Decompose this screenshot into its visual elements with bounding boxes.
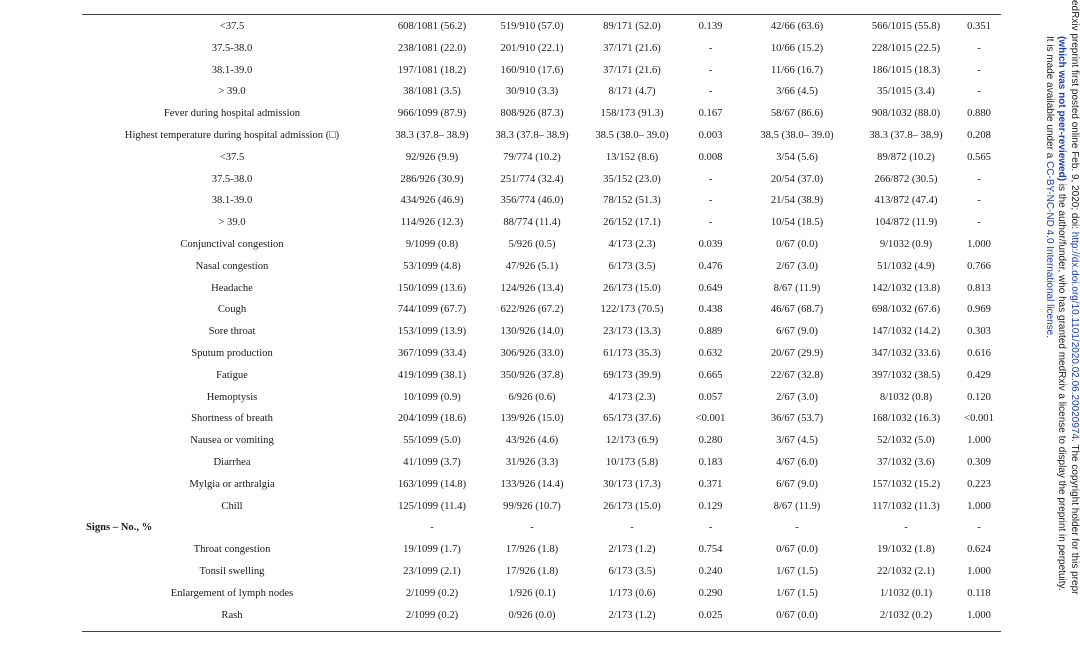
table-cell: 0.139: [698, 21, 723, 32]
table-row: [82, 408, 1001, 430]
table-cell: 566/1015 (55.8): [871, 21, 941, 32]
table-cell: 6/67 (9.0): [776, 326, 818, 338]
table-cell: 0.057: [698, 391, 723, 403]
table-row: [82, 299, 1001, 321]
table-cell: 2/173 (1.2): [608, 544, 656, 556]
table-row: [82, 474, 1001, 496]
table-cell: 38.3 (37.8– 38.9): [869, 129, 943, 141]
table-cell: 0.303: [967, 326, 991, 338]
row-label: Diarrhea: [213, 456, 251, 468]
table-cell: 908/1032 (88.0): [871, 108, 941, 120]
table-cell: 47/926 (5.1): [505, 260, 559, 272]
table-cell: 104/872 (11.9): [874, 217, 938, 229]
table-cell: 0.766: [967, 260, 991, 272]
notice-text: It is made available under a: [1044, 36, 1055, 162]
row-label: Fever during hospital admission: [163, 108, 301, 120]
notice-text: . The copyright holder for this prepr: [1069, 439, 1080, 595]
table-cell: 1.000: [967, 565, 991, 577]
table-bottom-rule: [82, 631, 1001, 632]
table-cell: 0.565: [967, 151, 991, 163]
table-cell: 88/774 (11.4): [503, 217, 561, 229]
table-row: [82, 16, 1001, 38]
table-cell: 130/926 (14.0): [500, 326, 564, 338]
preprint-notice: [1030, 0, 1080, 658]
notice-text: .: [1044, 335, 1055, 339]
table-cell: -: [708, 217, 713, 229]
table-cell: 356/774 (46.0): [500, 195, 564, 207]
table-row: [82, 321, 1001, 343]
table-cell: 79/774 (10.2): [503, 151, 561, 163]
table-cell: 238/1081 (22.0): [397, 42, 467, 54]
table-cell: 201/910 (22.1): [500, 42, 564, 54]
peer-review-note: (which was not peer-reviewed): [1056, 36, 1068, 182]
table-cell: 1.000: [967, 238, 991, 250]
table-cell: -: [708, 86, 713, 98]
table-cell: 12/173 (6.9): [605, 435, 659, 447]
table-cell: -: [977, 64, 981, 76]
table-cell: 0/926 (0.0): [508, 609, 556, 621]
table-cell: 0/67 (0.0): [776, 544, 818, 556]
table-cell: 1.000: [967, 609, 991, 621]
table-cell: 4/173 (2.3): [608, 391, 656, 403]
table-cell: 4/67 (6.0): [776, 456, 818, 468]
table-cell: 0/67 (0.0): [776, 609, 818, 621]
table-cell: 1/173 (0.6): [608, 587, 656, 599]
table-cell: 3/67 (4.5): [776, 435, 818, 447]
table-cell: 26/173 (15.0): [603, 282, 661, 294]
table-cell: 6/173 (3.5): [608, 565, 656, 577]
table-cell: 0.167: [698, 108, 723, 120]
table-cell: 41/1099 (3.7): [403, 456, 461, 468]
notice-text: is the author/funder, who has granted medRxiv a license to display the preprint in perpetuity.: [1056, 181, 1068, 591]
table-cell: 0.889: [698, 326, 723, 338]
table-cell: 197/1081 (18.2): [397, 64, 467, 76]
table-cell: 0.632: [698, 347, 723, 359]
table-cell: 10/1099 (0.9): [403, 391, 461, 403]
row-label: Rash: [221, 609, 243, 621]
table-cell: 92/926 (9.9): [405, 151, 459, 163]
table-cell: 168/1032 (16.3): [871, 413, 941, 425]
table-cell: 142/1032 (13.8): [871, 282, 941, 294]
table-row: [82, 561, 1001, 583]
table-cell: 204/1099 (18.6): [397, 413, 467, 425]
table-cell: -: [795, 522, 799, 534]
table-cell: 186/1015 (18.3): [871, 64, 941, 76]
table-cell: 53/1099 (4.8): [403, 260, 461, 272]
table-cell: 17/926 (1.8): [505, 544, 559, 556]
table-cell: 11/66 (16.7): [771, 64, 823, 76]
row-label: Sore throat: [208, 326, 256, 338]
table-cell: 1/67 (1.5): [776, 587, 818, 599]
table-cell: 89/171 (52.0): [603, 21, 661, 32]
table-cell: -: [430, 522, 434, 534]
table-row: [82, 496, 1001, 518]
table-cell: 0.240: [698, 565, 723, 577]
table-cell: 434/926 (46.9): [400, 195, 464, 207]
row-label: Enlargement of lymph nodes: [170, 587, 294, 599]
row-label: Fatigue: [216, 369, 248, 381]
table-cell: 37/171 (21.6): [603, 42, 661, 54]
table-row: [82, 278, 1001, 300]
table-cell: 0.280: [698, 435, 723, 447]
row-label: 38.1-39.0: [211, 64, 253, 76]
table-cell: 0.309: [967, 456, 991, 468]
table-cell: 38.5 (38.0– 39.0): [760, 129, 834, 141]
table-cell: 2/1099 (0.2): [405, 587, 459, 599]
table-cell: 0.624: [967, 544, 991, 556]
table-cell: 0.616: [967, 347, 991, 359]
table-cell: 0.223: [967, 478, 991, 490]
table-cell: -: [530, 522, 534, 534]
table-cell: 251/774 (32.4): [500, 173, 564, 185]
table-cell: -: [977, 173, 981, 185]
table-cell: 37/1032 (3.6): [877, 456, 935, 468]
doi-link[interactable]: http://dx.doi.org/10.1101/2020.02.06.20020974: [1069, 231, 1080, 440]
notice-line-1: [1068, 0, 1080, 658]
table-cell: <0.001: [964, 413, 994, 425]
table-cell: 147/1032 (14.2): [871, 326, 941, 338]
table-cell: 8/67 (11.9): [773, 500, 821, 512]
table-cell: 1/1032 (0.1): [879, 587, 933, 599]
table-cell: 350/926 (37.8): [500, 369, 564, 381]
table-cell: 61/173 (35.3): [603, 347, 661, 359]
table-cell: -: [708, 173, 713, 185]
table-cell: 0.290: [698, 587, 723, 599]
table-cell: 0.880: [967, 108, 991, 120]
table-cell: 150/1099 (13.6): [397, 282, 467, 294]
table-cell: 58/67 (86.6): [770, 108, 824, 120]
row-label: Hemoptysis: [206, 391, 258, 403]
row-label: Signs – No., %: [86, 522, 153, 534]
table-cell: 17/926 (1.8): [505, 565, 559, 577]
table-cell: 3/66 (4.5): [776, 86, 818, 98]
table-cell: -: [977, 86, 981, 98]
table-cell: 0.003: [698, 129, 723, 141]
row-label: 37.5-38.0: [211, 42, 253, 54]
table-cell: 0.008: [698, 151, 723, 163]
table-cell: 153/1099 (13.9): [397, 326, 467, 338]
table-cell: 26/152 (17.1): [603, 217, 661, 229]
table-cell: 46/67 (68.7): [770, 304, 824, 316]
table-cell: 20/67 (29.9): [770, 347, 824, 359]
table-cell: 419/1099 (38.1): [397, 369, 467, 381]
notice-line-2: [1055, 0, 1068, 658]
table-cell: 808/926 (87.3): [500, 108, 564, 120]
table-row: [82, 430, 1001, 452]
table-cell: 69/173 (39.9): [603, 369, 661, 381]
table-row: [82, 343, 1001, 365]
table-cell: -: [708, 195, 713, 207]
table-cell: 114/926 (12.3): [400, 217, 464, 229]
table-cell: 38.3 (37.8– 38.9): [395, 129, 469, 141]
table-row: [82, 365, 1001, 387]
table-row: [82, 452, 1001, 474]
table-cell: 89/872 (10.2): [877, 151, 935, 163]
row-label: Chill: [221, 500, 243, 512]
table-cell: 65/173 (37.6): [603, 413, 661, 425]
table-row: [82, 60, 1001, 82]
table-row: [82, 169, 1001, 191]
table-cell: 20/54 (37.0): [770, 173, 824, 185]
table-cell: 1.000: [967, 500, 991, 512]
table-row: [82, 583, 1001, 605]
table-row: [82, 539, 1001, 561]
table-cell: <0.001: [695, 413, 726, 425]
table-cell: 42/66 (63.6): [770, 21, 824, 32]
table-row: [82, 125, 1001, 147]
table-cell: 124/926 (13.4): [500, 282, 564, 294]
table-cell: 117/1032 (11.3): [872, 500, 940, 512]
table-cell: 9/1032 (0.9): [879, 238, 933, 250]
table-cell: 0.120: [967, 391, 991, 403]
table-cell: 698/1032 (67.6): [871, 304, 941, 316]
table-cell: 55/1099 (5.0): [403, 435, 461, 447]
table-cell: -: [904, 522, 908, 534]
table-cell: -: [708, 42, 713, 54]
table-cell: 38.3 (37.8– 38.9): [495, 129, 569, 141]
row-label: Conjunctival congestion: [180, 238, 284, 250]
table-cell: 0.665: [698, 369, 723, 381]
table-cell: -: [977, 522, 981, 534]
table-cell: 38/1081 (3.5): [403, 86, 461, 98]
table-cell: 31/926 (3.3): [505, 456, 559, 468]
table-cell: 0.039: [698, 238, 723, 250]
table-cell: 35/152 (23.0): [603, 173, 661, 185]
table-cell: 22/1032 (2.1): [877, 565, 935, 577]
notice-text: edRxiv preprint first posted online Feb. 9, 2020; doi:: [1069, 0, 1080, 232]
row-label: Shortness of breath: [191, 413, 273, 425]
table-cell: 1.000: [967, 435, 991, 447]
table-cell: 4/173 (2.3): [608, 238, 656, 250]
table-cell: 51/1032 (4.9): [877, 260, 935, 272]
license-link[interactable]: CC-BY-NC-ND 4.0 International license: [1044, 161, 1055, 336]
table-cell: 0.969: [967, 304, 991, 316]
table-cell: 413/872 (47.4): [874, 195, 938, 207]
table-cell: 160/910 (17.6): [500, 64, 564, 76]
table-cell: 38.5 (38.0– 39.0): [595, 129, 669, 141]
table-cell: -: [630, 522, 634, 534]
table-top-rule: [82, 14, 1001, 15]
table-cell: 43/926 (4.6): [505, 435, 559, 447]
row-label: Mylgia or arthralgia: [189, 478, 275, 490]
table-cell: 397/1032 (38.5): [871, 369, 941, 381]
table-cell: 78/152 (51.3): [603, 195, 661, 207]
section-header-row: [82, 517, 1001, 539]
table-cell: 5/926 (0.5): [508, 238, 556, 250]
table-cell: 35/1015 (3.4): [877, 86, 935, 98]
table-cell: 286/926 (30.9): [400, 173, 464, 185]
table-cell: 6/926 (0.6): [508, 391, 556, 403]
table-cell: 2/173 (1.2): [608, 609, 656, 621]
table-cell: 0.813: [967, 282, 991, 294]
table-cell: 2/67 (3.0): [776, 391, 818, 403]
table-cell: 6/173 (3.5): [608, 260, 656, 272]
table-cell: 30/173 (17.3): [603, 478, 661, 490]
table-cell: 1/67 (1.5): [776, 565, 818, 577]
table-cell: 622/926 (67.2): [500, 304, 564, 316]
table-cell: -: [708, 64, 713, 76]
table-cell: 23/173 (13.3): [603, 326, 661, 338]
table-cell: 608/1081 (56.2): [397, 21, 467, 32]
table-cell: 306/926 (33.0): [500, 347, 564, 359]
table-cell: 367/1099 (33.4): [397, 347, 467, 359]
table-row: [82, 387, 1001, 409]
table-row: [82, 212, 1001, 234]
row-label: Tonsil swelling: [199, 565, 265, 577]
table-cell: 266/872 (30.5): [874, 173, 938, 185]
table-cell: -: [977, 42, 981, 54]
row-label: > 39.0: [218, 86, 246, 98]
table-cell: 0.649: [698, 282, 723, 294]
table-cell: 139/926 (15.0): [500, 413, 564, 425]
table-cell: 0.429: [967, 369, 991, 381]
table-cell: 21/54 (38.9): [770, 195, 824, 207]
table-cell: 0.476: [698, 260, 723, 272]
table-cell: 8/171 (4.7): [608, 86, 656, 98]
table-cell: 125/1099 (11.4): [398, 500, 466, 512]
row-label: Throat congestion: [193, 544, 271, 556]
table-row: [82, 234, 1001, 256]
table-cell: 122/173 (70.5): [600, 304, 664, 316]
row-label: > 39.0: [218, 217, 246, 229]
table-cell: 228/1015 (22.5): [871, 42, 941, 54]
row-label: Cough: [217, 304, 247, 316]
table-cell: 163/1099 (14.8): [397, 478, 467, 490]
table-cell: 30/910 (3.3): [505, 86, 559, 98]
table-cell: 2/1032 (0.2): [879, 609, 933, 621]
table-cell: -: [977, 195, 981, 207]
table-cell: 19/1032 (1.8): [877, 544, 935, 556]
row-label: Nasal congestion: [195, 260, 269, 272]
table-row: [82, 81, 1001, 103]
row-label: Sputum production: [191, 347, 273, 359]
table-cell: 158/173 (91.3): [600, 108, 664, 120]
table-cell: 347/1032 (33.6): [871, 347, 941, 359]
table-row: [82, 605, 1001, 627]
notice-line-3: [1043, 0, 1056, 658]
table-cell: 133/926 (14.4): [500, 478, 564, 490]
clinical-characteristics-table: [82, 16, 1001, 626]
row-label: 37.5-38.0: [211, 173, 253, 185]
table-cell: 966/1099 (87.9): [397, 108, 467, 120]
table-cell: 23/1099 (2.1): [403, 565, 461, 577]
table-cell: 10/66 (15.2): [770, 42, 824, 54]
table-cell: 19/1099 (1.7): [403, 544, 461, 556]
table-cell: 3/54 (5.6): [776, 151, 818, 163]
table-cell: 0.754: [698, 544, 723, 556]
table-cell: 37/171 (21.6): [603, 64, 661, 76]
table-cell: 8/1032 (0.8): [879, 391, 933, 403]
table-cell: 99/926 (10.7): [503, 500, 561, 512]
row-label: Highest temperature during hospital admission (□): [124, 129, 340, 141]
table-cell: 6/67 (9.0): [776, 478, 818, 490]
table-cell: 1/926 (0.1): [508, 587, 556, 599]
row-label: <37.5: [219, 21, 245, 32]
table-body: [82, 16, 1001, 626]
table-row: [82, 256, 1001, 278]
table-cell: 8/67 (11.9): [773, 282, 821, 294]
table-cell: 13/152 (8.6): [605, 151, 659, 163]
table-cell: 0.438: [698, 304, 723, 316]
preprint-sidebar: [1030, 0, 1080, 658]
row-label: Nausea or vomiting: [190, 435, 274, 447]
table-cell: 157/1032 (15.2): [871, 478, 941, 490]
table-row: [82, 38, 1001, 60]
table-cell: 2/1099 (0.2): [405, 609, 459, 621]
table-cell: 0.118: [967, 587, 991, 599]
table-row: [82, 147, 1001, 169]
row-label: Headache: [211, 282, 253, 294]
table-cell: 52/1032 (5.0): [877, 435, 935, 447]
table-cell: 2/67 (3.0): [776, 260, 818, 272]
table-cell: -: [708, 522, 713, 534]
row-label: <37.5: [219, 151, 245, 163]
table-cell: 0.208: [967, 129, 991, 141]
table-cell: -: [977, 217, 981, 229]
table-cell: 0.129: [698, 500, 723, 512]
table-cell: 0.183: [698, 456, 723, 468]
table-cell: 22/67 (32.8): [770, 369, 824, 381]
table-cell: 10/54 (18.5): [770, 217, 824, 229]
table-row: [82, 190, 1001, 212]
table-row: [82, 103, 1001, 125]
table-cell: 26/173 (15.0): [603, 500, 661, 512]
table-cell: 519/910 (57.0): [500, 21, 564, 32]
table-cell: 10/173 (5.8): [605, 456, 659, 468]
table-cell: 9/1099 (0.8): [405, 238, 459, 250]
table-cell: 0.371: [698, 478, 723, 490]
table-cell: 0/67 (0.0): [776, 238, 818, 250]
table-cell: 744/1099 (67.7): [397, 304, 467, 316]
table-cell: 0.025: [698, 609, 723, 621]
table-cell: 0.351: [967, 21, 991, 32]
row-label: 38.1-39.0: [211, 195, 253, 207]
table-cell: 36/67 (53.7): [770, 413, 824, 425]
